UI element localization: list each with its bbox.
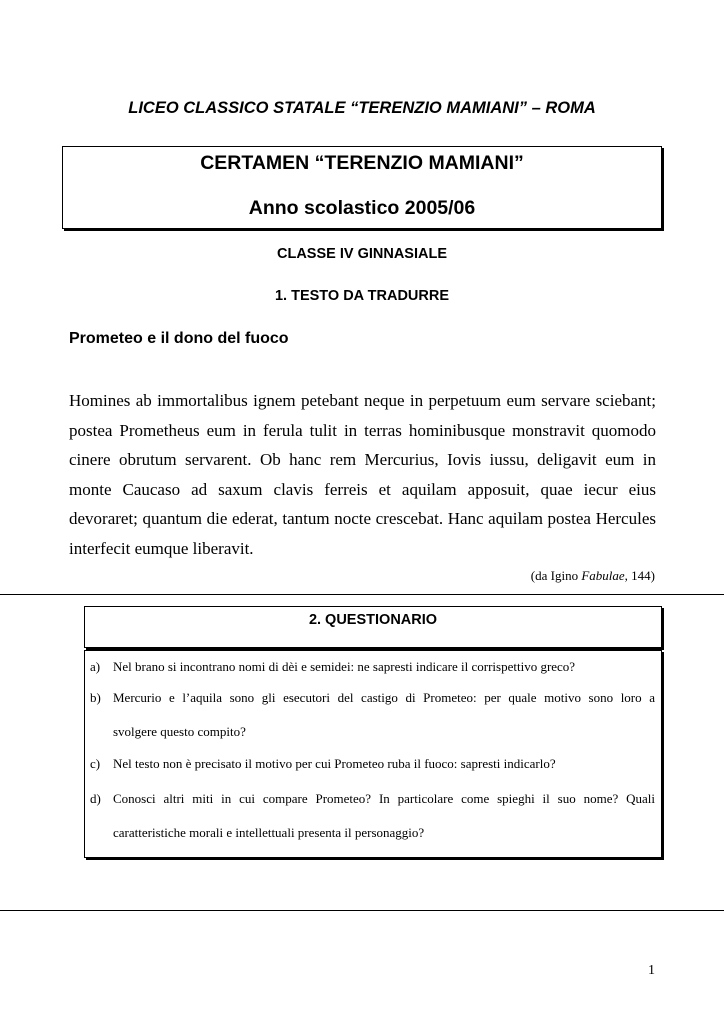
question-label: b)	[90, 690, 101, 705]
question-text: Nel brano si incontrano nomi di dèi e semidei: ne sapresti indicare il corrispettivo greco?	[113, 659, 576, 674]
question-text: Nel testo non è precisato il motivo per cui Prometeo ruba il fuoco: sapresti indicarlo?	[113, 756, 556, 771]
question-label: c)	[90, 756, 101, 771]
question-text: svolgere questo compito?	[113, 724, 246, 739]
passage-line: interfecit eumque liberavit.	[69, 538, 254, 558]
page-number: 1	[648, 963, 655, 978]
passage-line: monte Caucaso ad saxum clavis ferreis et aquilam apposuit, quae iecur eius	[69, 479, 656, 499]
passage-source	[531, 568, 655, 584]
school-year: Anno scolastico 2005/06	[248, 197, 476, 219]
source-work: Fabulae	[581, 568, 625, 583]
class-heading: CLASSE IV GINNASIALE	[277, 246, 447, 262]
title-box	[62, 146, 662, 229]
question-text: Conosci altri miti in cui compare Prometeo? In particolare come spieghi il suo nome? Quali	[113, 791, 655, 806]
source-suffix: , 144)	[624, 568, 655, 583]
section-1-heading: 1. TESTO DA TRADURRE	[274, 288, 449, 304]
question-text: caratteristiche morali e intellettuali presenta il personaggio?	[113, 825, 425, 840]
divider	[0, 594, 724, 595]
footer-divider	[0, 910, 724, 911]
passage-line: cinere obrutum servarent. Ob hanc rem Mercurius, Iovis iussu, deligavit eum in	[69, 450, 656, 469]
passage-title: Prometeo e il dono del fuoco	[69, 330, 289, 347]
passage-line: postea Prometheus eum in ferula tulit in terras hominibusque monstravit quomodo	[69, 420, 656, 440]
certamen-title: CERTAMEN “TERENZIO MAMIANI”	[200, 152, 524, 174]
questionnaire-box	[84, 650, 662, 858]
questionnaire-heading: 2. QUESTIONARIO	[84, 606, 662, 648]
school-header: LICEO CLASSICO STATALE “TERENZIO MAMIANI” – ROMA	[128, 99, 596, 117]
question-label: d)	[90, 791, 101, 806]
question-label: a)	[90, 659, 101, 674]
source-prefix: (da Igino	[530, 568, 582, 583]
latin-passage	[69, 386, 656, 563]
passage-line: devoraret; quantum die ederat, tantum nocte crescebat. Hanc aquilam postea Hercules	[69, 509, 656, 528]
question-text: Mercurio e l’aquila sono gli esecutori del castigo di Prometeo: per quale motivo sono loro a	[113, 690, 655, 705]
passage-line: Homines ab immortalibus ignem petebant neque in perpetuum eum servare sciebant;	[69, 391, 656, 410]
